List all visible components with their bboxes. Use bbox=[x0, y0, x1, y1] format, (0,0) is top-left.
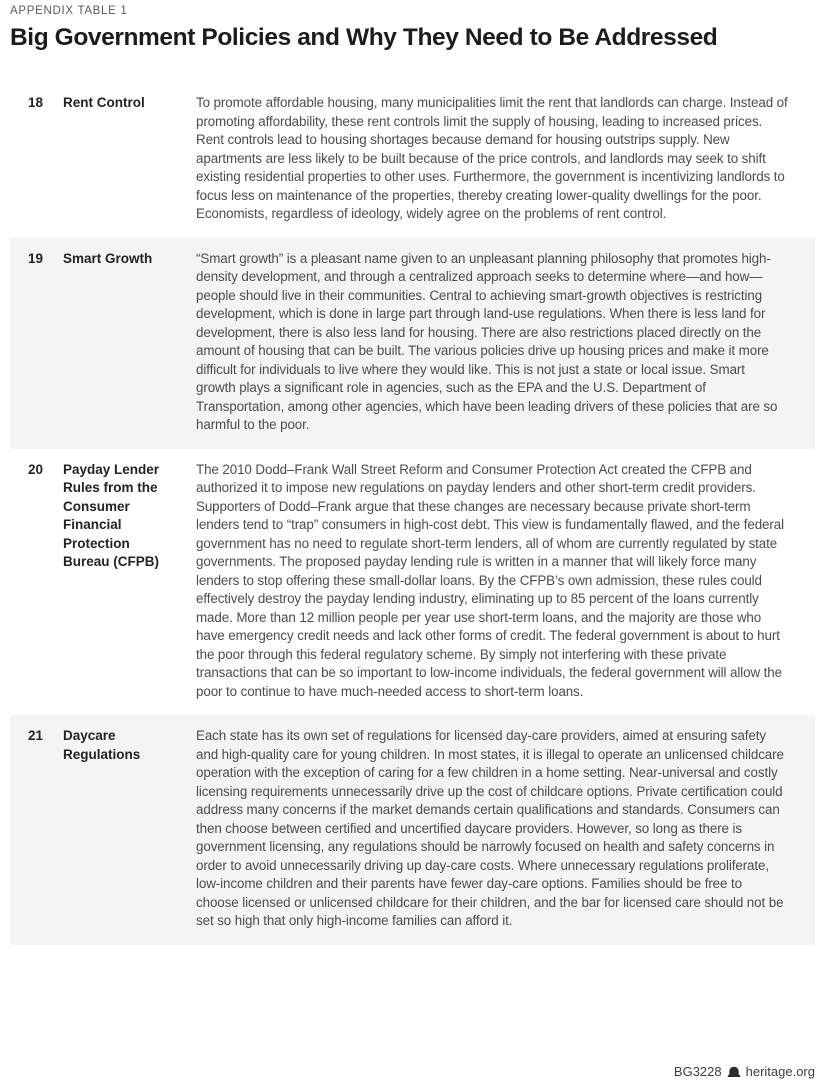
row-number: 20 bbox=[28, 461, 44, 477]
table-row bbox=[10, 715, 815, 945]
report-id: BG3228 bbox=[673, 1064, 722, 1079]
row-title: Daycare Regulations bbox=[63, 728, 141, 762]
heritage-bell-icon bbox=[727, 1066, 741, 1077]
row-number: 21 bbox=[28, 728, 44, 743]
row-body: The 2010 Dodd–Frank Wall Street Reform and Consumer Protection Act created the CFPB and authorized it to impose new regulations on payday lenders and other short-term credit providers. Supporters of Dodd–Frank argue that these changes are necessary because private short-term lenders tend to “trap” consumers in high-cost debt. This view is fundamentally flawed, and the federal government has no need to regulate short-term lenders, all of whom are currently regulated by state governments. The proposed payday lending rule is written in a manner that will likely force many lenders to stop offering these small-dollar loans. By the CFPB’s own admission, these rules could effectively destroy the payday lending industry, eliminating up to 85 percent of the loans currently made. More than 12 million people per year use short-term loans, and the majority are those who have emergency credit needs and lack other forms of credit. The federal government is about to hurt the poor through this federal regulatory scheme. By simply not interfering with these private transactions that can be so important to low-income individuals, the federal government will allow the poor to continue to have much-needed access to short-term loans. bbox=[196, 461, 784, 699]
row-body: “Smart growth” is a pleasant name given to an unpleasant planning philosophy that promotes high-density development, and through a centralized approach seeks to determine where—and how—people should live in their communities. Central to achieving smart-growth objectives is restricting development, which is done in large part through land-use regulations. When there is less land for development, there is also less land for housing. There are also restrictions placed directly on the amount of housing that can be built. The various policies drive up housing prices and make it more difficult for individuals to live where they would like. This is not just a state or local issue. Smart growth plays a significant role in agencies, such as the EPA and the U.S. Department of Transportation, among other agencies, which have been leading drivers of these policies that are so harmful to the poor. bbox=[196, 250, 778, 432]
document-page bbox=[0, 5, 825, 945]
page-title: Big Government Policies and Why They Need to Be Addressed bbox=[10, 24, 718, 51]
row-number: 18 bbox=[28, 95, 44, 110]
appendix-table-label: APPENDIX TABLE 1 bbox=[10, 5, 128, 17]
row-number: 19 bbox=[28, 250, 44, 266]
row-title: Rent Control bbox=[63, 95, 145, 110]
site-link[interactable]: heritage.org bbox=[745, 1064, 815, 1079]
table-row bbox=[10, 82, 815, 238]
table-row bbox=[10, 449, 815, 716]
policy-table bbox=[10, 82, 815, 945]
row-title: Payday Lender Rules from the Consumer Financial Protection Bureau (CFPB) bbox=[63, 461, 160, 569]
footer bbox=[674, 1064, 815, 1079]
row-body: To promote affordable housing, many municipalities limit the rent that landlords can charge. Instead of promoting affordability, these rent controls limit the supply of housing, leading to increased prices. Rent controls lead to housing shortages because demand for housing outstrips supply. New apartments are less likely to be built because of the price controls, and landlords may seek to shift existing residential properties to other uses. Furthermore, the government is incentivizing landlords to focus less on maintenance of the properties, thereby creating lower-quality dwellings for the poor. Economists, regardless of ideology, widely agree on the problems of rent control. bbox=[196, 95, 788, 221]
row-body: Each state has its own set of regulations for licensed day-care providers, aimed at ensuring safety and high-quality care for young children. In most states, it is illegal to operate an unlicensed childcare operation with the exception of caring for a few children in a home setting. Near-universal and costly licensing requirements unnecessarily drive up the cost of childcare options. Private certification could address many concerns if the market demands certain qualifications and standards. Consumers can then choose between certified and uncertified daycare providers. However, so long as there is government licensing, any regulations should be narrowly focused on health and safety concerns in order to avoid unnecessarily driving up day-care costs. Where unnecessary regulations proliferate, low-income children and their parents have fewer day-care options. Families should be free to choose licensed or unlicensed childcare for their children, and the bar for licensed care should not be set so high that only high-income families can afford it. bbox=[196, 728, 784, 928]
table-row bbox=[10, 238, 815, 449]
row-title: Smart Growth bbox=[63, 250, 153, 266]
